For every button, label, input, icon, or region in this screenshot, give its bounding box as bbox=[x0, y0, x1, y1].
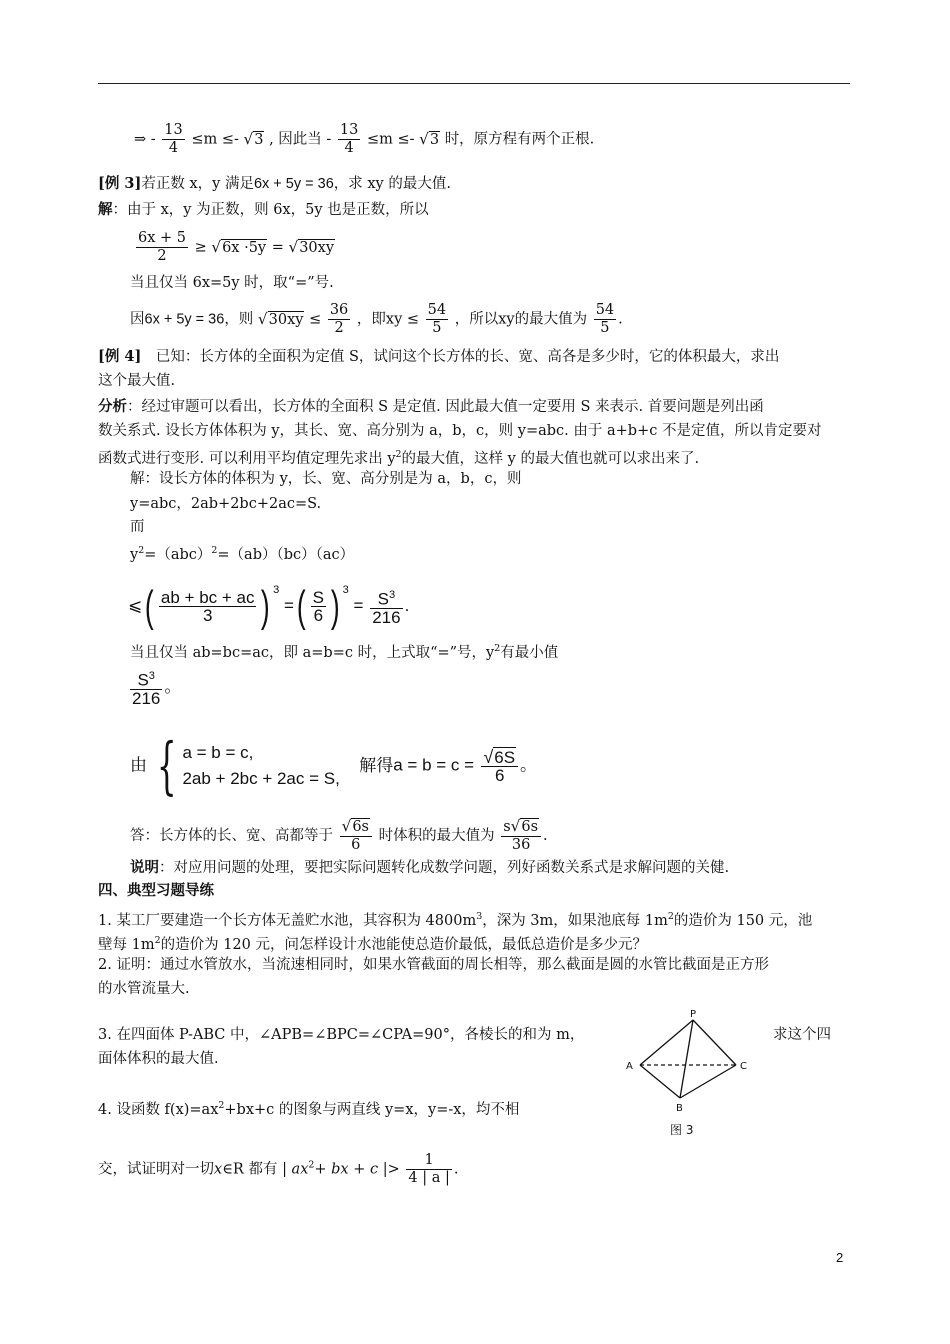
operator: ⩽ bbox=[128, 596, 143, 615]
exercise-4-line1 bbox=[98, 1095, 519, 1121]
denominator: 216 bbox=[132, 688, 161, 708]
example-label: [例 4] bbox=[98, 348, 142, 365]
sqrt-3: √3 bbox=[243, 129, 264, 148]
exercise-4-line2 bbox=[98, 1152, 458, 1187]
statement-text: ，求 xy 的最大值. bbox=[333, 176, 451, 192]
header-rule bbox=[98, 83, 850, 84]
text: 。 bbox=[164, 677, 182, 696]
numerator: 6x + 5 bbox=[138, 230, 186, 246]
radicand: 6s bbox=[521, 819, 539, 835]
edge-PA bbox=[640, 1020, 693, 1065]
exercise-2-line1: 2. 证明：通过水管放水，当流速相同时，如果水管截面的周长相等，那么截面是圆的水管比截面是正方形 bbox=[98, 957, 769, 973]
text: 1. 某工厂要建造一个长方体无盖贮水池，其容积为 4800m bbox=[98, 912, 477, 929]
fraction-13-4 bbox=[162, 122, 184, 157]
solution-4-line3: 而 bbox=[130, 519, 145, 535]
text: 的造价为 150 元，池 bbox=[673, 912, 813, 929]
denominator: 2 bbox=[334, 320, 344, 336]
superscript: 2 bbox=[154, 935, 161, 946]
solution-3-intro bbox=[98, 199, 429, 221]
page-number: 2 bbox=[836, 1250, 844, 1265]
math-text: xy ≤ bbox=[385, 311, 420, 328]
example-4-statement-line2: 这个最大值. bbox=[98, 373, 176, 389]
numerator: 1 bbox=[406, 1152, 451, 1170]
denominator: 6 bbox=[495, 765, 505, 785]
fraction bbox=[130, 668, 162, 707]
numerator: 54 bbox=[427, 302, 447, 318]
denominator: 4 bbox=[168, 140, 179, 156]
note-line bbox=[130, 857, 729, 879]
implies-arrow: ⇒ bbox=[134, 131, 147, 148]
analysis-line2: 数关系式. 设长方体体积为 y，其长、宽、高分别为 a，b，c，则 y=abc. 由于 a+b+c 不是定值，所以肯定要对 bbox=[98, 423, 822, 439]
minimum-value bbox=[128, 662, 181, 712]
fraction bbox=[311, 589, 326, 624]
fraction bbox=[406, 1152, 451, 1187]
denominator: 3 bbox=[202, 606, 213, 626]
exercise-3-line1-end: 求这个四 bbox=[773, 1027, 831, 1043]
edge-PB bbox=[680, 1020, 693, 1098]
equality-condition: 当且仅当 6x=5y 时，取“=”号. bbox=[130, 275, 334, 291]
analysis-text: ：经过审题可以看出，长方体的全面积 S 是定值. 因此最大值一定要用 S 来表示. 首要问题是列出函 bbox=[127, 399, 764, 415]
exercise-1-line1 bbox=[98, 906, 812, 932]
denominator: 4 bbox=[344, 140, 354, 156]
numerator: 13 bbox=[339, 122, 359, 138]
solution-4-line4 bbox=[130, 540, 354, 566]
edge-BC bbox=[680, 1065, 736, 1098]
fraction bbox=[328, 302, 350, 337]
exponent: 3 bbox=[273, 584, 280, 596]
text: 。 bbox=[520, 755, 538, 776]
radicand: 3 bbox=[429, 131, 440, 148]
fraction bbox=[426, 302, 448, 337]
exercise-3-line1: 3. 在四面体 P-ABC 中，∠APB=∠BPC=∠CPA=90°，各棱长的和为 m， bbox=[98, 1027, 585, 1043]
operator: = bbox=[284, 596, 294, 615]
minus-sign: - bbox=[326, 131, 332, 148]
minus-sign: - bbox=[150, 131, 156, 148]
exercise-2-line2: 的水管流量大. bbox=[98, 981, 190, 997]
text: +bx+c 的图象与两直线 y=x，y=-x，均不相 bbox=[224, 1101, 520, 1118]
exponent: 3 bbox=[388, 589, 396, 602]
denominator: 36 bbox=[511, 837, 531, 853]
vertex-label-A: A bbox=[626, 1061, 633, 1072]
text: 4. 设函数 f(x)=ax bbox=[98, 1101, 219, 1118]
exponent: 3 bbox=[342, 584, 349, 596]
operator: ≤ bbox=[309, 311, 322, 328]
sqrt-expression: √30xy bbox=[288, 237, 335, 256]
radicand: 30xy bbox=[299, 239, 335, 256]
analysis-text: 函数式进行变形. 可以利用平均值定理先求出 y bbox=[98, 450, 396, 467]
numerator: 13 bbox=[164, 122, 183, 138]
ineq-text: ≤m ≤- bbox=[366, 131, 415, 148]
denominator: 216 bbox=[372, 607, 401, 627]
fraction: $\frac{√6s}{6}$ bbox=[340, 818, 372, 854]
answer-line bbox=[130, 818, 548, 854]
equation: 6x + 5y = 36 bbox=[253, 176, 334, 192]
superscript: 2 bbox=[395, 449, 402, 460]
operator: = bbox=[271, 239, 284, 256]
math-expr: + bx + c |> bbox=[314, 1161, 400, 1178]
text: ，所以 bbox=[454, 311, 499, 328]
fraction: $\frac{s√6s}{36}$ bbox=[501, 818, 541, 854]
bound-expression: ⩽( $\frac{ab + bc + ac}{3}$ ) $^3$ =( $\frac{S}{6}$ ) $^3$ = $\frac{S^3}{216}$ . bbox=[128, 581, 410, 631]
vertex-label-B: B bbox=[676, 1103, 683, 1114]
equation: 6x + 5y = 36 bbox=[144, 311, 225, 328]
analysis-label: 分析 bbox=[98, 398, 127, 415]
radicand: 6S bbox=[494, 747, 516, 767]
text: ，深为 3m，如果池底每 1m bbox=[482, 912, 668, 929]
numerator: ab + bc + ac bbox=[160, 588, 255, 608]
math-text: xy bbox=[498, 311, 515, 328]
sqrt-expression: √6x ·5y bbox=[211, 237, 267, 256]
coefficient: s bbox=[503, 819, 511, 835]
numerator: S bbox=[137, 670, 149, 690]
operator: ≥ bbox=[194, 239, 207, 256]
sqrt-3: √3 bbox=[419, 129, 440, 148]
exponent: 3 bbox=[148, 670, 155, 683]
connector-text: , 因此当 bbox=[269, 131, 322, 148]
denominator: 5 bbox=[432, 320, 442, 336]
superscript: 2 bbox=[308, 1159, 315, 1171]
equation: a = b = c = bbox=[393, 755, 475, 775]
minimum-condition bbox=[130, 638, 558, 664]
operator: = bbox=[353, 596, 364, 615]
edge-PC bbox=[693, 1020, 736, 1065]
text: 当且仅当 ab=bc=ac，即 a=b=c 时，上式取“=”号，y bbox=[130, 644, 495, 661]
analysis-line1 bbox=[98, 396, 764, 418]
tetrahedron-figure bbox=[620, 1010, 770, 1145]
superscript: 2 bbox=[138, 545, 145, 556]
text: 由 bbox=[130, 755, 147, 776]
text: . bbox=[404, 596, 410, 615]
denominator: 5 bbox=[600, 320, 610, 336]
example-4-statement-line1 bbox=[98, 346, 779, 368]
solution-3-conclusion bbox=[130, 302, 623, 337]
fraction bbox=[136, 230, 188, 265]
superscript: 2 bbox=[218, 1100, 225, 1111]
statement-text: 已知：长方体的全面积为定值 S，试问这个长方体的长、宽、高各是多少时，它的体积最大，求出 bbox=[141, 349, 780, 365]
text: 壁每 1m bbox=[98, 936, 155, 953]
radicand: 6s bbox=[352, 819, 369, 835]
system-of-equations: 由 { a = b = c, 2ab + 2bc + 2ac = S, 解得a = b = c = $\frac{√6S}{6}$ 。 bbox=[130, 729, 538, 802]
solution-label: 解 bbox=[98, 201, 113, 218]
analysis-text: 的最大值，这样 y 的最大值也就可以求出来了. bbox=[401, 450, 700, 467]
fraction bbox=[159, 589, 257, 624]
example-3-statement bbox=[98, 173, 451, 195]
radicand: 6x ·5y bbox=[222, 239, 267, 256]
edge-AB bbox=[640, 1065, 680, 1098]
text: . bbox=[543, 828, 548, 844]
text: ，即 bbox=[356, 311, 386, 328]
superscript: 2 bbox=[211, 545, 218, 556]
superscript: 3 bbox=[476, 911, 483, 922]
text: =（abc） bbox=[144, 546, 212, 563]
statement-text: 若正数 x，y 满足 bbox=[141, 176, 254, 192]
text: 因 bbox=[130, 311, 145, 328]
text: 的造价为 120 元，问怎样设计水池能使总造价最低，最低总造价是多少元？ bbox=[160, 936, 647, 953]
example-label: [例 3] bbox=[98, 175, 142, 192]
solution-4-line2: y=abc，2ab+2bc+2ac=S. bbox=[130, 496, 322, 512]
equation: a = b = c, bbox=[182, 743, 254, 762]
text: . bbox=[618, 311, 623, 328]
sqrt-expression: √30xy bbox=[257, 309, 304, 328]
inequality-line bbox=[134, 122, 594, 157]
text: . bbox=[453, 1161, 459, 1178]
denominator: 6 bbox=[313, 606, 324, 626]
section-title: 四、典型习题导练 bbox=[98, 882, 214, 899]
fraction: $\frac{√6S}{6}$ bbox=[481, 749, 518, 784]
am-gm-inequality bbox=[134, 230, 335, 265]
vertex-label-P: P bbox=[690, 1010, 697, 1020]
numerator: 54 bbox=[595, 302, 615, 318]
figure-caption: 图 3 bbox=[670, 1123, 694, 1137]
text: =（ab）（bc）（ac） bbox=[217, 546, 355, 563]
denominator: 4 | a | bbox=[408, 1170, 450, 1186]
ineq-text: ≤m ≤- bbox=[191, 131, 239, 148]
equation: 2ab + 2bc + 2ac = S, bbox=[182, 769, 340, 788]
vertex-label-C: C bbox=[740, 1061, 747, 1072]
fraction bbox=[370, 587, 402, 626]
exercise-1-line2 bbox=[98, 930, 647, 956]
text: ∈R 都有 bbox=[222, 1161, 278, 1178]
text: ，则 bbox=[224, 311, 254, 328]
text: 交，试证明对一切 bbox=[98, 1161, 214, 1178]
numerator: S bbox=[312, 588, 324, 608]
superscript: 2 bbox=[494, 643, 501, 654]
radicand: 30xy bbox=[268, 311, 304, 328]
denominator: 6 bbox=[351, 837, 361, 853]
superscript: 2 bbox=[667, 911, 674, 922]
text: 解得 bbox=[359, 755, 394, 776]
text: 答：长方体的长、宽、高都等于 bbox=[130, 828, 333, 844]
numerator: 36 bbox=[329, 302, 349, 318]
fraction bbox=[594, 302, 616, 337]
radicand: 3 bbox=[254, 131, 264, 148]
text: y bbox=[130, 546, 139, 563]
text: 时体积的最大值为 bbox=[378, 828, 495, 844]
text: 的最大值为 bbox=[514, 311, 588, 328]
fraction-13-4 bbox=[338, 122, 360, 157]
analysis-line3 bbox=[98, 444, 699, 470]
conclusion-text: 时，原方程有两个正根. bbox=[444, 131, 595, 148]
note-label: 说明 bbox=[130, 859, 159, 876]
numerator: S bbox=[377, 589, 389, 609]
exercise-3-line2: 面体体积的最大值. bbox=[98, 1051, 219, 1067]
note-text: ：对应用问题的处理，要把实际问题转化成数学问题，列好函数关系式是求解问题的关健. bbox=[159, 860, 730, 876]
math-expr: | ax bbox=[282, 1161, 309, 1178]
solution-text: ：由于 x，y 为正数，则 6x，5y 也是正数，所以 bbox=[112, 202, 429, 218]
math-var: x bbox=[214, 1161, 223, 1178]
text: 有最小值 bbox=[500, 644, 559, 661]
system-lines bbox=[182, 740, 339, 792]
denominator: 2 bbox=[157, 248, 167, 264]
solution-4-line1: 解：设长方体的体积为 y，长、宽、高分别是为 a，b，c，则 bbox=[130, 471, 522, 487]
